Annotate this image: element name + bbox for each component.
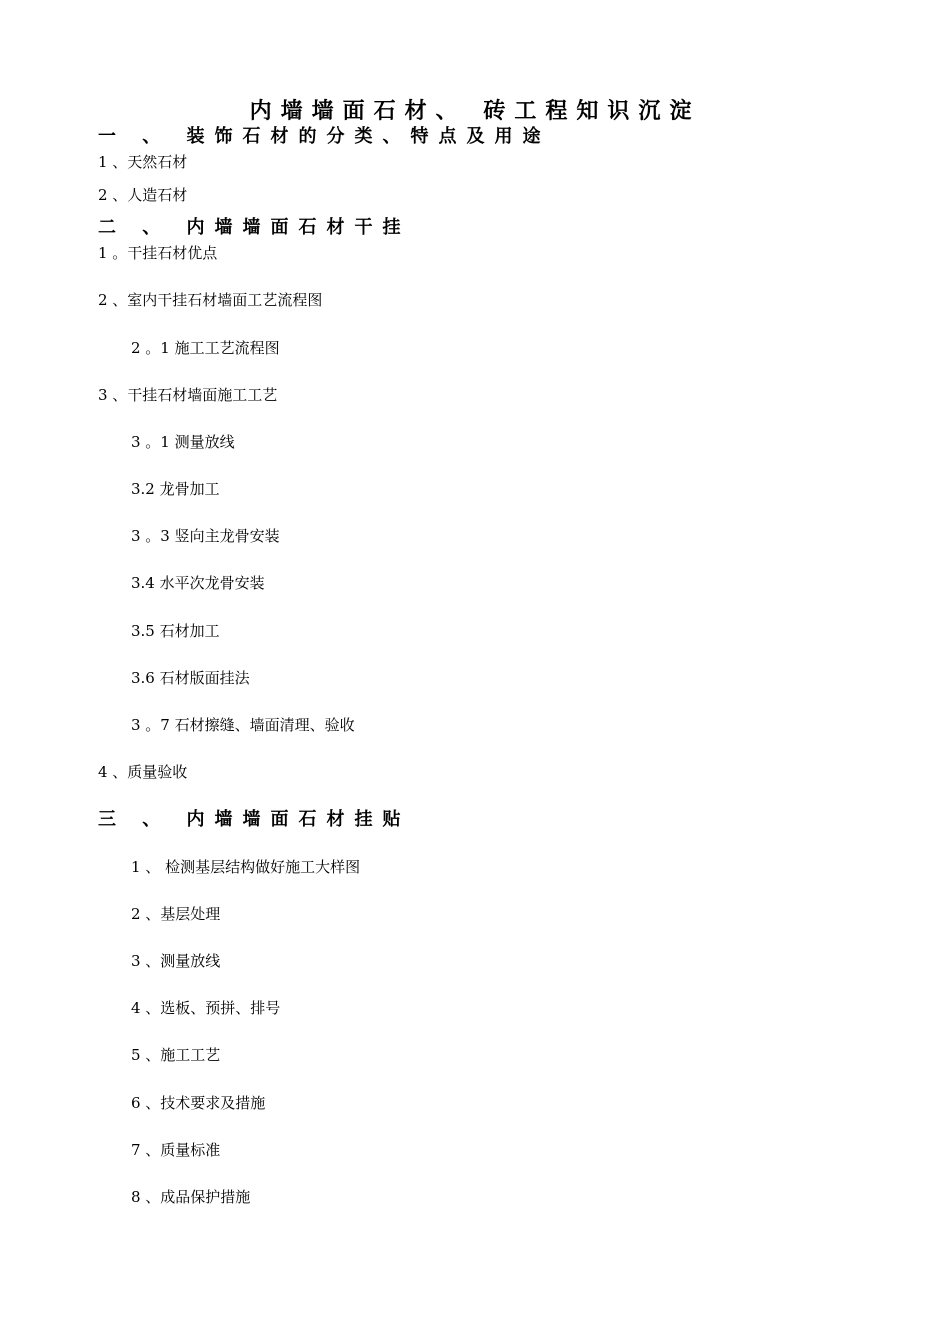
- list-item: 4 、选板、预拼、排号: [131, 999, 281, 1017]
- document-title: 内墙墙面石材、 砖工程知识沉淀: [249, 98, 701, 124]
- list-item: 3 。1 测量放线: [131, 433, 235, 451]
- list-item: 3.2 龙骨加工: [131, 480, 220, 498]
- section-heading-1: 一 、 装饰石材的分类、特点及用途: [98, 126, 551, 147]
- list-item: 3.5 石材加工: [131, 622, 220, 640]
- list-item: 2 、室内干挂石材墙面工艺流程图: [98, 291, 323, 309]
- list-item: 5 、施工工艺: [131, 1046, 221, 1064]
- list-item: 8 、成品保护措施: [131, 1188, 251, 1206]
- section-heading-3: 三 、 内墙墙面石材挂贴: [98, 809, 411, 830]
- list-item: 1 、 检测基层结构做好施工大样图: [131, 858, 361, 876]
- list-item: 3.6 石材版面挂法: [131, 669, 250, 687]
- section-heading-2: 二 、 内墙墙面石材干挂: [98, 217, 411, 238]
- list-item: 3 、干挂石材墙面施工工艺: [98, 386, 278, 404]
- list-item: 6 、技术要求及措施: [131, 1094, 266, 1112]
- list-item: 3 、测量放线: [131, 952, 221, 970]
- list-item: 7 、质量标准: [131, 1141, 221, 1159]
- list-item: 2 、基层处理: [131, 905, 221, 923]
- list-item: 1 、天然石材: [98, 153, 188, 171]
- list-item: 2 、人造石材: [98, 186, 188, 204]
- list-item: 3.4 水平次龙骨安装: [131, 574, 265, 592]
- list-item: 3 。3 竖向主龙骨安装: [131, 527, 280, 545]
- list-item: 1 。干挂石材优点: [98, 244, 218, 262]
- list-item: 3 。7 石材擦缝、墙面清理、验收: [131, 716, 355, 734]
- list-item: 4 、质量验收: [98, 763, 188, 781]
- list-item: 2 。1 施工工艺流程图: [131, 339, 280, 357]
